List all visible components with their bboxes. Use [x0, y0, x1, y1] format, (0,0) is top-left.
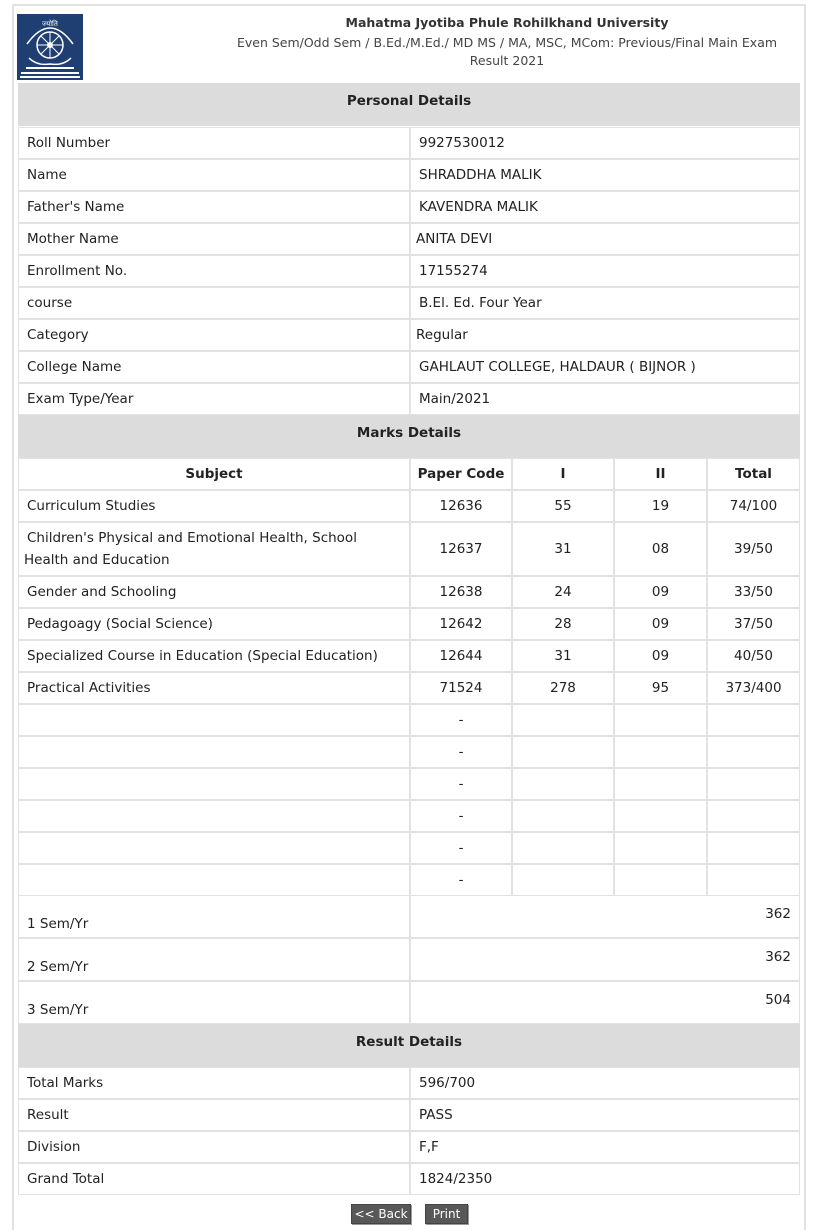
marks-ii-cell	[614, 768, 707, 800]
detail-value-cell	[410, 1131, 800, 1163]
semester-label-cell	[18, 895, 410, 938]
subject-cell	[18, 608, 410, 640]
table-row	[18, 608, 800, 640]
cell-value: -	[458, 776, 464, 792]
detail-value-cell	[410, 255, 800, 287]
paper-code-cell	[410, 704, 512, 736]
subject-cell	[18, 576, 410, 608]
detail-value: 9927530012	[419, 135, 505, 151]
detail-value: PASS	[419, 1107, 453, 1123]
cell-value: -	[458, 744, 464, 760]
detail-value-cell	[410, 1067, 800, 1099]
marks-total-cell	[707, 608, 800, 640]
table-row	[18, 490, 800, 522]
semester-label: 1 Sem/Yr	[27, 916, 89, 932]
detail-label: Roll Number	[27, 135, 111, 151]
marks-total-cell	[707, 522, 800, 576]
semester-label: 2 Sem/Yr	[27, 959, 89, 975]
marks-i-cell	[512, 704, 614, 736]
cell-value: 40/50	[734, 648, 773, 664]
detail-label-cell	[18, 1099, 410, 1131]
marks-total-cell	[707, 672, 800, 704]
paper-code-cell	[410, 768, 512, 800]
semester-total-row	[18, 938, 800, 981]
university-seal-icon	[17, 14, 83, 80]
table-row	[18, 704, 800, 736]
marks-ii-cell	[614, 672, 707, 704]
marks-total-cell	[707, 768, 800, 800]
detail-label: Category	[27, 327, 89, 343]
detail-label-cell	[18, 191, 410, 223]
cell-value: 08	[651, 541, 670, 557]
marks-total-cell	[707, 704, 800, 736]
subject-cell	[18, 800, 410, 832]
detail-row	[18, 1163, 800, 1195]
marks-i-cell	[512, 768, 614, 800]
cell-value: 55	[554, 498, 572, 514]
detail-row	[18, 1067, 800, 1099]
subject-cell	[18, 736, 410, 768]
table-row	[18, 640, 800, 672]
cell-value: -	[458, 808, 464, 824]
marks-i-cell	[512, 736, 614, 768]
subject-cell	[18, 704, 410, 736]
paper-code-cell	[410, 608, 512, 640]
marks-ii-cell	[614, 640, 707, 672]
section-heading: Result Details	[355, 1034, 463, 1050]
detail-label: Father's Name	[27, 199, 125, 215]
cell-value: 24	[554, 584, 572, 600]
detail-row	[18, 255, 800, 287]
detail-row	[18, 1099, 800, 1131]
cell-value: 31	[554, 541, 572, 557]
table-row	[18, 800, 800, 832]
paper-code-cell	[410, 736, 512, 768]
detail-label-cell	[18, 319, 410, 351]
marks-ii-cell	[614, 522, 707, 576]
detail-value-cell	[410, 1099, 800, 1131]
cell-value: 278	[550, 680, 576, 696]
marks-ii-cell	[614, 490, 707, 522]
detail-value: B.El. Ed. Four Year	[419, 295, 542, 311]
detail-label-cell	[18, 159, 410, 191]
detail-value: Regular	[416, 327, 468, 343]
marks-ii-cell	[614, 800, 707, 832]
marks-ii-cell	[614, 736, 707, 768]
print-button[interactable]: Print	[425, 1204, 468, 1224]
table-row	[18, 576, 800, 608]
detail-value-cell	[410, 383, 800, 415]
cell-value: 95	[651, 680, 670, 696]
section-heading: Marks Details	[356, 425, 462, 441]
detail-row	[18, 223, 800, 255]
subject-cell	[18, 640, 410, 672]
cell-value: 33/50	[734, 584, 773, 600]
cell-value: 12636	[439, 498, 483, 514]
detail-value-cell	[410, 223, 800, 255]
page-header	[16, 10, 798, 82]
column-header-paper-code: Paper Code	[410, 458, 512, 490]
back-button[interactable]: << Back	[351, 1204, 411, 1224]
cell-value: 12638	[439, 584, 483, 600]
marks-total-cell	[707, 490, 800, 522]
detail-row	[18, 159, 800, 191]
university-name: Mahatma Jyotiba Phule Rohilkhand University	[345, 15, 669, 30]
marks-ii-cell	[614, 832, 707, 864]
marks-i-cell	[512, 672, 614, 704]
detail-row	[18, 383, 800, 415]
detail-label: course	[27, 295, 73, 311]
marks-i-cell	[512, 522, 614, 576]
section-heading: Personal Details	[346, 93, 472, 109]
subject-cell	[18, 768, 410, 800]
table-row	[18, 522, 800, 576]
marks-ii-cell	[614, 608, 707, 640]
marks-total-cell	[707, 736, 800, 768]
section-personal-details	[18, 83, 800, 126]
detail-label: Grand Total	[27, 1171, 105, 1187]
semester-value: 362	[765, 949, 791, 965]
column-header-i: I	[512, 458, 614, 490]
subject-name: Curriculum Studies	[27, 498, 156, 514]
cell-value: 12644	[439, 648, 483, 664]
marks-i-cell	[512, 490, 614, 522]
semester-value: 362	[765, 906, 791, 922]
cell-value: 31	[554, 648, 572, 664]
detail-value-cell	[410, 287, 800, 319]
detail-value-cell	[410, 319, 800, 351]
detail-label-cell	[18, 1067, 410, 1099]
semester-value: 504	[765, 992, 791, 1008]
cell-value: -	[458, 712, 464, 728]
detail-label: Enrollment No.	[27, 263, 128, 279]
detail-value-cell	[410, 127, 800, 159]
detail-label: Total Marks	[27, 1075, 104, 1091]
cell-value: 09	[651, 616, 670, 632]
cell-value: 71524	[439, 680, 483, 696]
paper-code-cell	[410, 800, 512, 832]
subject-name: Specialized Course in Education (Special Education)	[27, 648, 378, 664]
marks-i-cell	[512, 800, 614, 832]
cell-value: -	[458, 840, 464, 856]
detail-row	[18, 287, 800, 319]
marks-ii-cell	[614, 704, 707, 736]
detail-label-cell	[18, 127, 410, 159]
detail-label: Name	[27, 167, 67, 183]
subject-cell	[18, 864, 410, 896]
detail-value: GAHLAUT COLLEGE, HALDAUR ( BIJNOR )	[419, 359, 696, 375]
paper-code-cell	[410, 864, 512, 896]
detail-label: Mother Name	[27, 231, 119, 247]
detail-row	[18, 127, 800, 159]
table-row	[18, 864, 800, 896]
marks-total-cell	[707, 640, 800, 672]
detail-row	[18, 351, 800, 383]
subject-name: Children's Physical and Emotional Health, School Health and Education	[24, 530, 357, 568]
marks-ii-cell	[614, 576, 707, 608]
section-marks-details	[18, 415, 800, 458]
cell-value: 09	[651, 648, 670, 664]
paper-code-cell	[410, 832, 512, 864]
detail-value-cell	[410, 351, 800, 383]
marks-total-cell	[707, 576, 800, 608]
semester-total-row	[18, 895, 800, 938]
cell-value: 74/100	[729, 498, 778, 514]
subject-cell	[18, 522, 410, 576]
marks-header-row	[18, 458, 800, 490]
semester-value-cell	[410, 981, 800, 1024]
column-header-ii: II	[614, 458, 707, 490]
cell-value: 37/50	[734, 616, 773, 632]
cell-value: -	[458, 872, 464, 888]
detail-label: College Name	[27, 359, 122, 375]
cell-value: 12637	[439, 541, 483, 557]
marks-ii-cell	[614, 864, 707, 896]
marks-total-cell	[707, 864, 800, 896]
marks-total-cell	[707, 832, 800, 864]
subject-cell	[18, 832, 410, 864]
detail-value-cell	[410, 159, 800, 191]
marks-i-cell	[512, 608, 614, 640]
marks-i-cell	[512, 576, 614, 608]
marks-i-cell	[512, 864, 614, 896]
cell-value: 373/400	[725, 680, 782, 696]
subject-cell	[18, 672, 410, 704]
detail-label: Exam Type/Year	[27, 391, 134, 407]
column-header-subject: Subject	[18, 458, 410, 490]
semester-value-cell	[410, 938, 800, 981]
table-row	[18, 672, 800, 704]
subject-name: Practical Activities	[27, 680, 151, 696]
detail-value: 596/700	[419, 1075, 476, 1091]
subject-cell	[18, 490, 410, 522]
detail-value: SHRADDHA MALIK	[419, 167, 542, 183]
detail-value: KAVENDRA MALIK	[419, 199, 538, 215]
marks-total-cell	[707, 800, 800, 832]
detail-label: Division	[27, 1139, 81, 1155]
exam-subtitle: Even Sem/Odd Sem / B.Ed./M.Ed./ MD MS / MA, MSC, MCom: Previous/Final Main Exam Result 2021	[236, 35, 778, 68]
detail-value: Main/2021	[419, 391, 491, 407]
table-row	[18, 768, 800, 800]
detail-label-cell	[18, 351, 410, 383]
detail-value-cell	[410, 1163, 800, 1195]
svg-text:ज्योति: ज्योति	[42, 20, 58, 28]
cell-value: 09	[651, 584, 670, 600]
semester-total-row	[18, 981, 800, 1024]
paper-code-cell	[410, 522, 512, 576]
detail-value: 17155274	[419, 263, 488, 279]
cell-value: 12642	[439, 616, 483, 632]
paper-code-cell	[410, 490, 512, 522]
semester-value-cell	[410, 895, 800, 938]
detail-label-cell	[18, 255, 410, 287]
detail-label: Result	[27, 1107, 69, 1123]
detail-label-cell	[18, 1163, 410, 1195]
marks-i-cell	[512, 832, 614, 864]
marks-i-cell	[512, 640, 614, 672]
detail-label-cell	[18, 223, 410, 255]
semester-label-cell	[18, 938, 410, 981]
detail-value: 1824/2350	[419, 1171, 493, 1187]
detail-value: ANITA DEVI	[416, 231, 493, 247]
table-row	[18, 736, 800, 768]
detail-value-cell	[410, 191, 800, 223]
paper-code-cell	[410, 576, 512, 608]
cell-value: 19	[651, 498, 670, 514]
cell-value: 28	[554, 616, 572, 632]
cell-value: 39/50	[734, 541, 773, 557]
detail-value: F,F	[419, 1139, 439, 1155]
paper-code-cell	[410, 672, 512, 704]
column-header-total: Total	[707, 458, 800, 490]
subject-name: Pedagoagy (Social Science)	[27, 616, 213, 632]
detail-row	[18, 1131, 800, 1163]
detail-label-cell	[18, 287, 410, 319]
detail-label-cell	[18, 383, 410, 415]
detail-label-cell	[18, 1131, 410, 1163]
detail-row	[18, 319, 800, 351]
semester-label-cell	[18, 981, 410, 1024]
semester-label: 3 Sem/Yr	[27, 1002, 89, 1018]
section-result-details	[18, 1024, 800, 1067]
subject-name: Gender and Schooling	[27, 584, 177, 600]
table-row	[18, 832, 800, 864]
paper-code-cell	[410, 640, 512, 672]
detail-row	[18, 191, 800, 223]
